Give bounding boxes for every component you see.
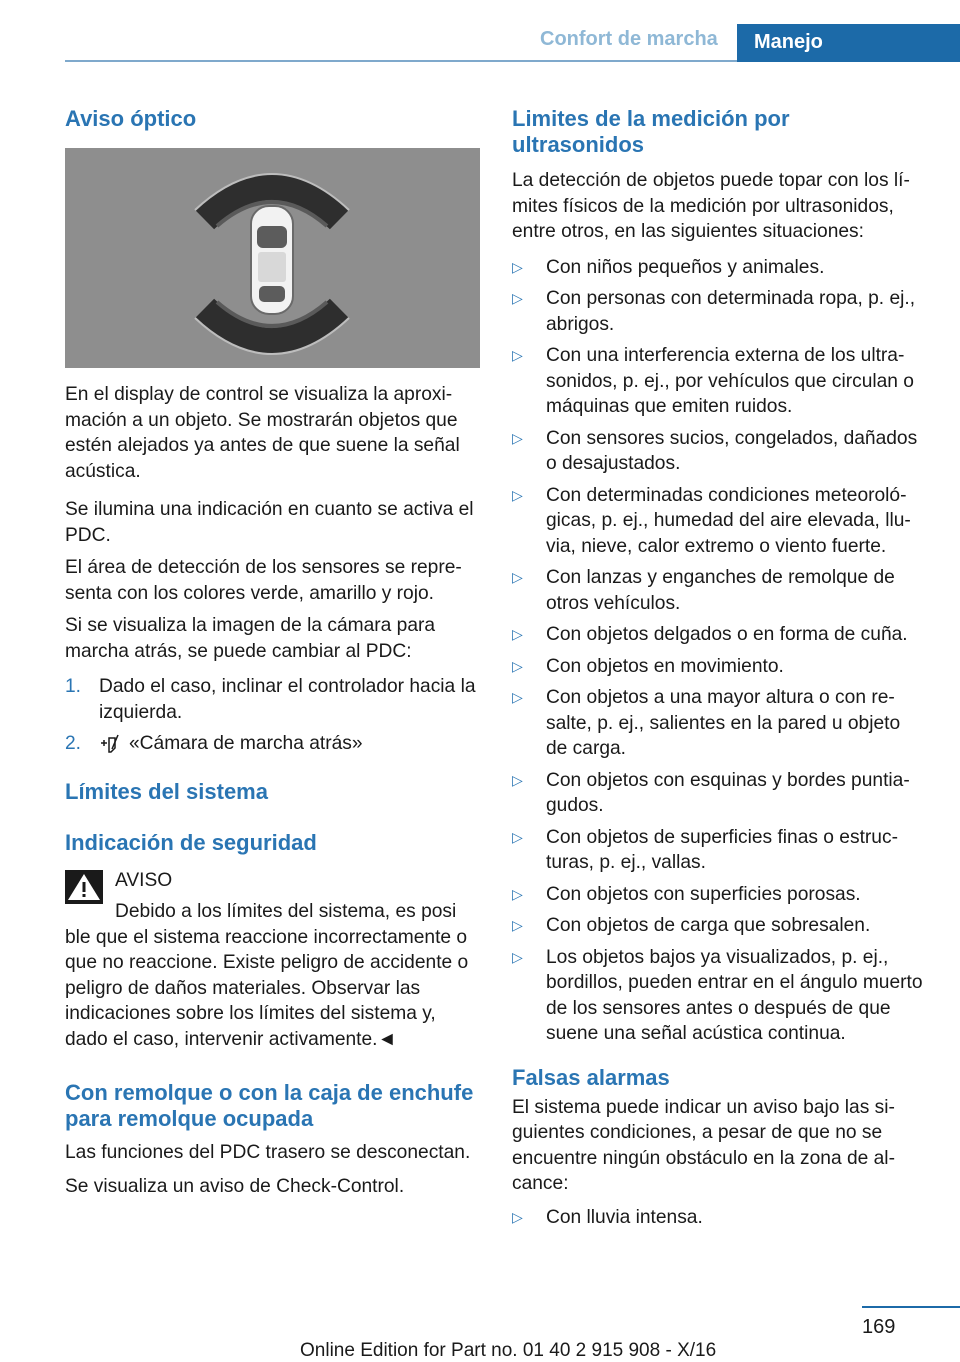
steps-list — [65, 674, 483, 757]
bullet-icon: ▷ — [512, 258, 523, 275]
bullet-icon: ▷ — [512, 569, 523, 585]
header-divider — [65, 60, 737, 62]
list-item-text: Con determinadas condiciones meteorológicas, p. ej., humedad del aire elevada, lluvia, nieve, calor extremo o viento fuerte. — [546, 484, 911, 557]
warning-text: ble que el sistema reaccione incorrectamente o que no reaccione. Existe peligro de accidente o peligro de daños materiales. Observar las indicaciones sobre los límites del sistema y, dado el caso, intervenir activamente.◄ — [65, 926, 469, 1050]
bullet-icon: ▷ — [512, 689, 523, 705]
car-top-view — [251, 206, 293, 314]
bullet-icon: ▷ — [512, 771, 523, 788]
edition-footer: Online Edition for Part no. 01 40 2 915 908 - X/16 — [300, 1340, 717, 1361]
list-item — [512, 913, 926, 939]
list-item — [512, 685, 926, 762]
pdc-car-illustration — [65, 148, 480, 368]
bullet-icon: ▷ — [512, 828, 523, 845]
rear-camera-icon — [99, 733, 121, 755]
false-alarm-bullet-list — [512, 1205, 926, 1231]
list-item-text: Con sensores sucios, congelados, dañados o desajustados. — [546, 427, 918, 474]
list-item-text: Con objetos de carga que sobresalen. — [546, 915, 871, 936]
list-item — [512, 1205, 926, 1231]
list-item — [512, 286, 926, 337]
para-remolque-1: Las funciones del PDC trasero se desconectan. — [65, 1142, 471, 1163]
list-item — [512, 945, 926, 1047]
list-item-text: Con objetos en movimiento. — [546, 655, 784, 677]
heading-limites-sistema: Límites del sistema — [65, 778, 268, 804]
header-current-section[interactable]: Manejo — [737, 24, 960, 62]
list-item — [512, 654, 926, 680]
step-text-with-icon — [99, 731, 483, 757]
para-aviso-2: Se ilumina una indicación en cuanto se activa el PDC. — [65, 499, 474, 546]
warning-icon — [65, 870, 103, 904]
page-header — [0, 0, 960, 62]
header-prev-section[interactable]: Confort de marcha — [540, 28, 718, 50]
list-item-text: Con objetos con superficies porosas. — [546, 883, 861, 905]
bullet-icon: ▷ — [512, 657, 523, 674]
footer-divider — [862, 1306, 960, 1308]
list-item — [512, 343, 926, 420]
list-item — [512, 622, 926, 648]
para-remolque-2: Se visualiza un aviso de Check-Control. — [65, 1175, 405, 1197]
para-aviso-1: En el display de control se visualiza la aproximación a un objeto. Se mostrarán objetos que estén alejados ya antes de que suene la señal acústica. — [65, 384, 460, 482]
limits-bullet-list — [512, 255, 926, 1047]
step-label: «Cámara de marcha atrás» — [129, 733, 363, 754]
list-item — [512, 825, 926, 876]
list-item-text: Con una interferencia externa de los ultrasonidos, p. ej., por vehículos que circulan o máquinas que emiten ruidos. — [546, 345, 914, 417]
heading-limites-medicion: Limites de la medición por ultrasonidos — [512, 106, 790, 157]
step-item — [65, 674, 483, 725]
list-item — [512, 426, 926, 477]
bullet-icon: ▷ — [512, 948, 523, 965]
list-item-text: Con objetos a una mayor altura o con resalte, p. ej., salientes en la pared u objeto de carga. — [546, 687, 901, 759]
bullet-icon: ▷ — [512, 347, 523, 363]
para-medicion: La detección de objetos puede topar con los límites físicos de la medición por ultrasonidos, entre otros, en las siguientes situaciones: — [512, 170, 910, 242]
step-item — [65, 731, 483, 757]
warning-text-first-line: Debido a los límites del sistema, es posi — [115, 901, 457, 922]
bullet-icon: ▷ — [512, 429, 523, 446]
bullet-icon: ▷ — [512, 1208, 523, 1225]
heading-remolque: Con remolque o con la caja de enchufe para remolque ocupada — [65, 1080, 474, 1131]
step-number: 2. — [65, 733, 82, 754]
para-aviso-3: El área de detección de los sensores se representa con los colores verde, amarillo y rojo. — [65, 557, 462, 604]
right-column — [512, 100, 926, 1236]
page-number: 169 — [862, 1316, 896, 1338]
list-item — [512, 882, 926, 908]
warning-title: AVISO — [115, 869, 173, 891]
warning-block — [65, 868, 483, 925]
list-item-text: Con lanzas y enganches de remolque de otros vehículos. — [546, 567, 895, 614]
bullet-icon: ▷ — [512, 486, 523, 503]
left-column — [65, 100, 483, 1199]
heading-indicacion-seguridad: Indicación de seguridad — [65, 829, 317, 855]
list-item-text: Con objetos de superficies finas o estructuras, p. ej., vallas. — [546, 826, 898, 873]
list-item — [512, 565, 926, 616]
bullet-icon: ▷ — [512, 626, 523, 642]
para-aviso-4: Si se visualiza la imagen de la cámara para marcha atrás, se puede cambiar al PDC: — [65, 615, 436, 662]
step-number: 1. — [65, 676, 82, 697]
list-item-text: Con niños pequeños y animales. — [546, 256, 825, 278]
list-item-text: Los objetos bajos ya visualizados, p. ej., bordillos, pueden entrar en el ángulo muerto de los sensores antes o después de que suene una señal acústica continua. — [546, 946, 923, 1044]
list-item — [512, 483, 926, 560]
list-item-text: Con objetos delgados o en forma de cuña. — [546, 624, 908, 645]
list-item — [512, 768, 926, 819]
list-item-text: Con objetos con esquinas y bordes puntiagudos. — [546, 769, 910, 816]
bullet-icon: ▷ — [512, 290, 523, 306]
bullet-icon: ▷ — [512, 917, 523, 933]
step-text: Dado el caso, inclinar el controlador hacia la izquierda. — [99, 676, 476, 723]
para-falsas: El sistema puede indicar un aviso bajo las siguientes condiciones, a pesar de que no se encuentre ningún obstáculo en la zona de alcance: — [512, 1096, 895, 1194]
heading-falsas-alarmas: Falsas alarmas — [512, 1064, 670, 1090]
list-item-text: Con personas con determinada ropa, p. ej., abrigos. — [546, 288, 916, 335]
heading-aviso-optico: Aviso óptico — [65, 106, 197, 131]
pdc-display-figure — [65, 148, 480, 368]
bullet-icon: ▷ — [512, 885, 523, 902]
list-item — [512, 255, 926, 281]
list-item-text: Con lluvia intensa. — [546, 1206, 703, 1228]
